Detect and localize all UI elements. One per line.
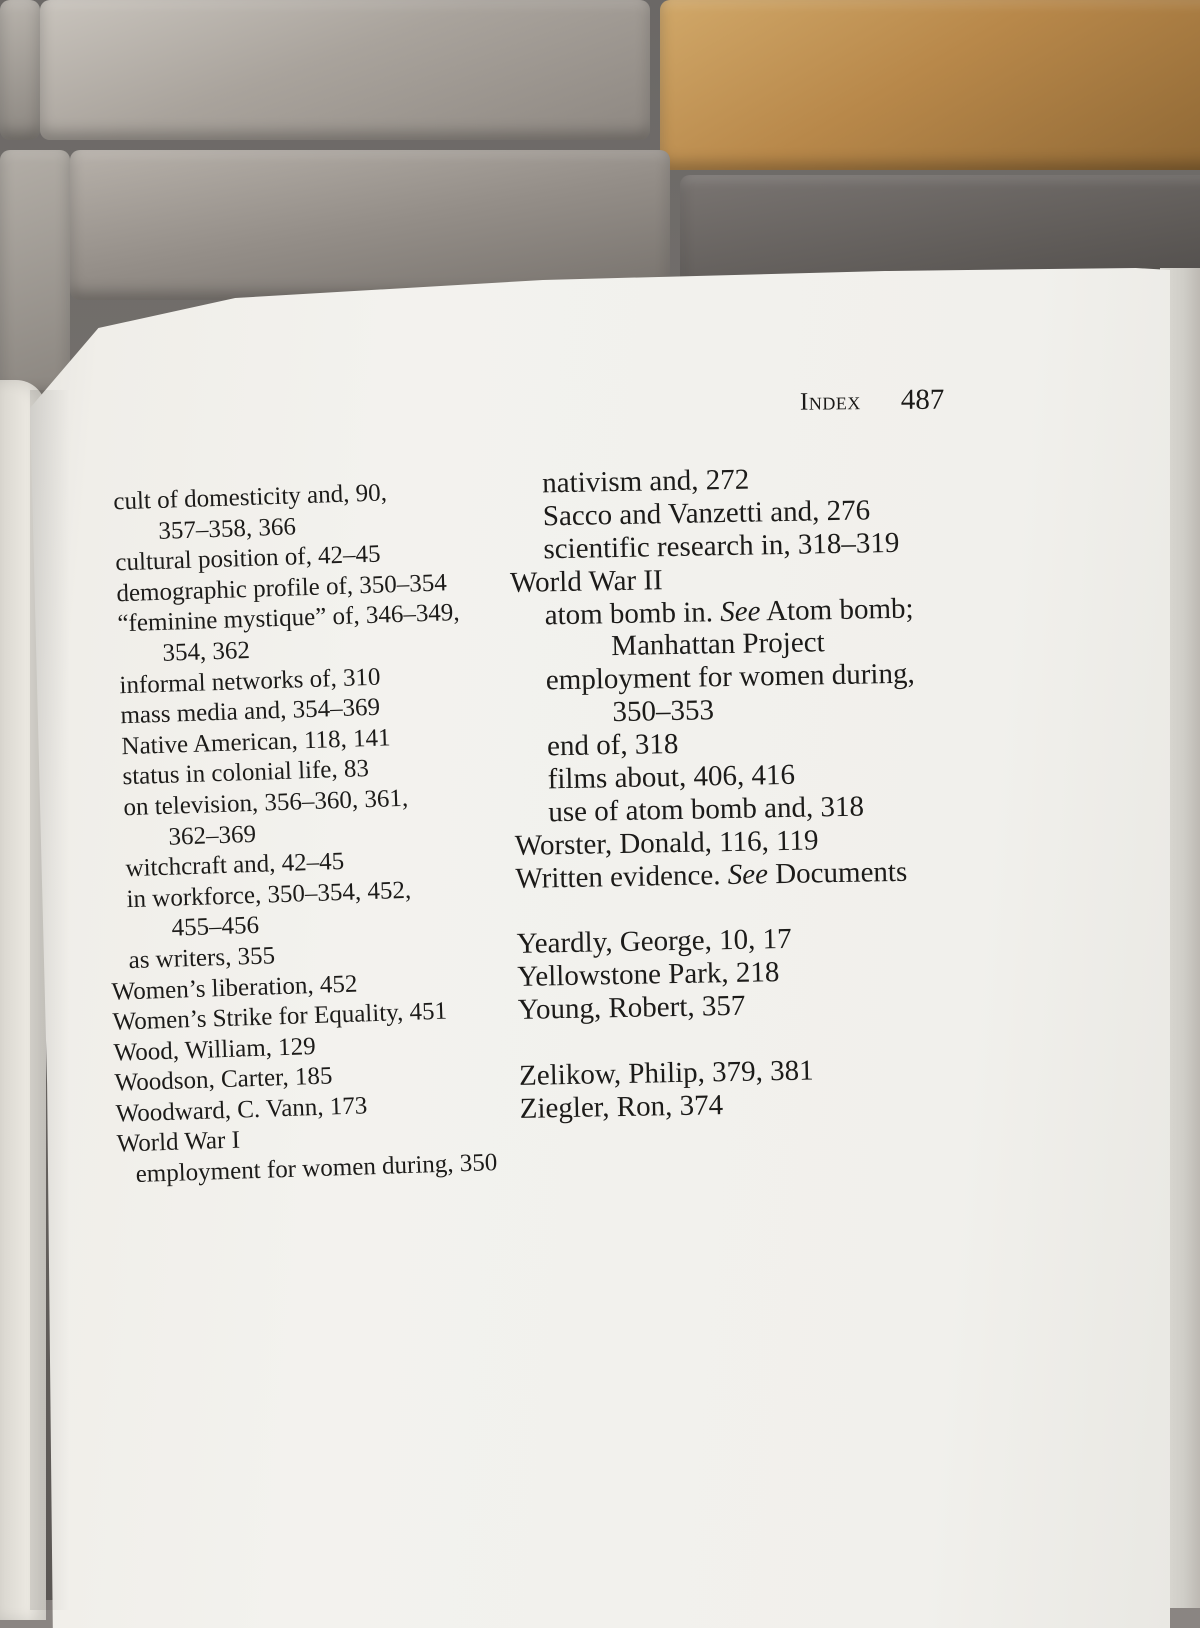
entry-text: employment for women during, 350 (135, 1149, 498, 1189)
entry-text: Native American, 118, 141 (121, 724, 391, 761)
entry-text: use of atom bomb and, 318 (547, 790, 865, 829)
entry-text: 362–369 (168, 820, 257, 851)
entry-text: cultural position of, 42–45 (114, 540, 381, 577)
entry-text: “feminine mystique” of, 346–349, (117, 599, 461, 638)
entry-text: scientific research in, 318–319 (543, 526, 900, 566)
entry-text: witchcraft and, 42–45 (125, 848, 345, 883)
entry-text: Wood, William, 129 (113, 1032, 317, 1067)
entry-text: World War II (509, 563, 663, 599)
entry-text: 455–456 (171, 912, 260, 943)
index-column-left (95, 477, 498, 1193)
entry-text: 354, 362 (162, 636, 251, 667)
see-target: Documents (767, 855, 908, 890)
entry-text: Women’s liberation, 452 (111, 970, 358, 1006)
see-target: Atom bomb; (760, 592, 914, 627)
wall-stone (70, 150, 670, 300)
entry-text: cult of domesticity and, 90, (112, 479, 388, 516)
entry-text: 350–353 (612, 694, 715, 729)
running-head-label: Index (799, 388, 861, 416)
entry-text: Ziegler, Ron, 374 (519, 1089, 724, 1125)
gutter-shadow (30, 390, 70, 1610)
entry-text: Woodward, C. Vann, 173 (115, 1092, 368, 1128)
entry-text: films about, 406, 416 (547, 758, 796, 796)
index-column-right (508, 462, 960, 1128)
entry-text: World War I (116, 1127, 241, 1159)
entry-text: Written evidence. (515, 858, 728, 895)
entry-text: mass media and, 354–369 (120, 693, 381, 730)
entry-text: Young, Robert, 357 (517, 989, 746, 1027)
entry-text: demographic profile of, 350–354 (115, 569, 448, 608)
entry-text: nativism and, 272 (541, 463, 750, 500)
entry-text: Worster, Donald, 116, 119 (514, 824, 819, 862)
entry-text: Zelikow, Philip, 379, 381 (518, 1054, 814, 1092)
entry-text: Yeardly, George, 10, 17 (516, 923, 792, 961)
entry-text: Yellowstone Park, 218 (517, 956, 780, 994)
entry-text: 357–358, 366 (157, 512, 297, 545)
entry-text: employment for women during, (545, 657, 915, 697)
wall-stone (40, 0, 650, 140)
entry-text: status in colonial life, 83 (122, 755, 370, 791)
entry-text: Women’s Strike for Equality, 451 (112, 997, 448, 1036)
wall-stone (0, 0, 40, 140)
see-reference: See (727, 857, 769, 891)
entry-text: atom bomb in. (544, 595, 721, 631)
entry-text: informal networks of, 310 (119, 663, 381, 699)
entry-text: Woodson, Carter, 185 (114, 1062, 333, 1097)
wall-stone (0, 150, 70, 400)
see-reference: See (719, 594, 761, 628)
entry-text: in workforce, 350–354, 452, (126, 876, 412, 913)
wall-stone (660, 0, 1200, 170)
entry-text: end of, 318 (546, 728, 679, 763)
entry-text: Sacco and Vanzetti and, 276 (542, 494, 871, 533)
running-head (800, 383, 980, 417)
entry-text: Manhattan Project (610, 626, 825, 663)
entry-text: as writers, 355 (128, 942, 276, 975)
entry-text: on television, 356–360, 361, (123, 784, 409, 822)
page-number: 487 (900, 383, 945, 416)
